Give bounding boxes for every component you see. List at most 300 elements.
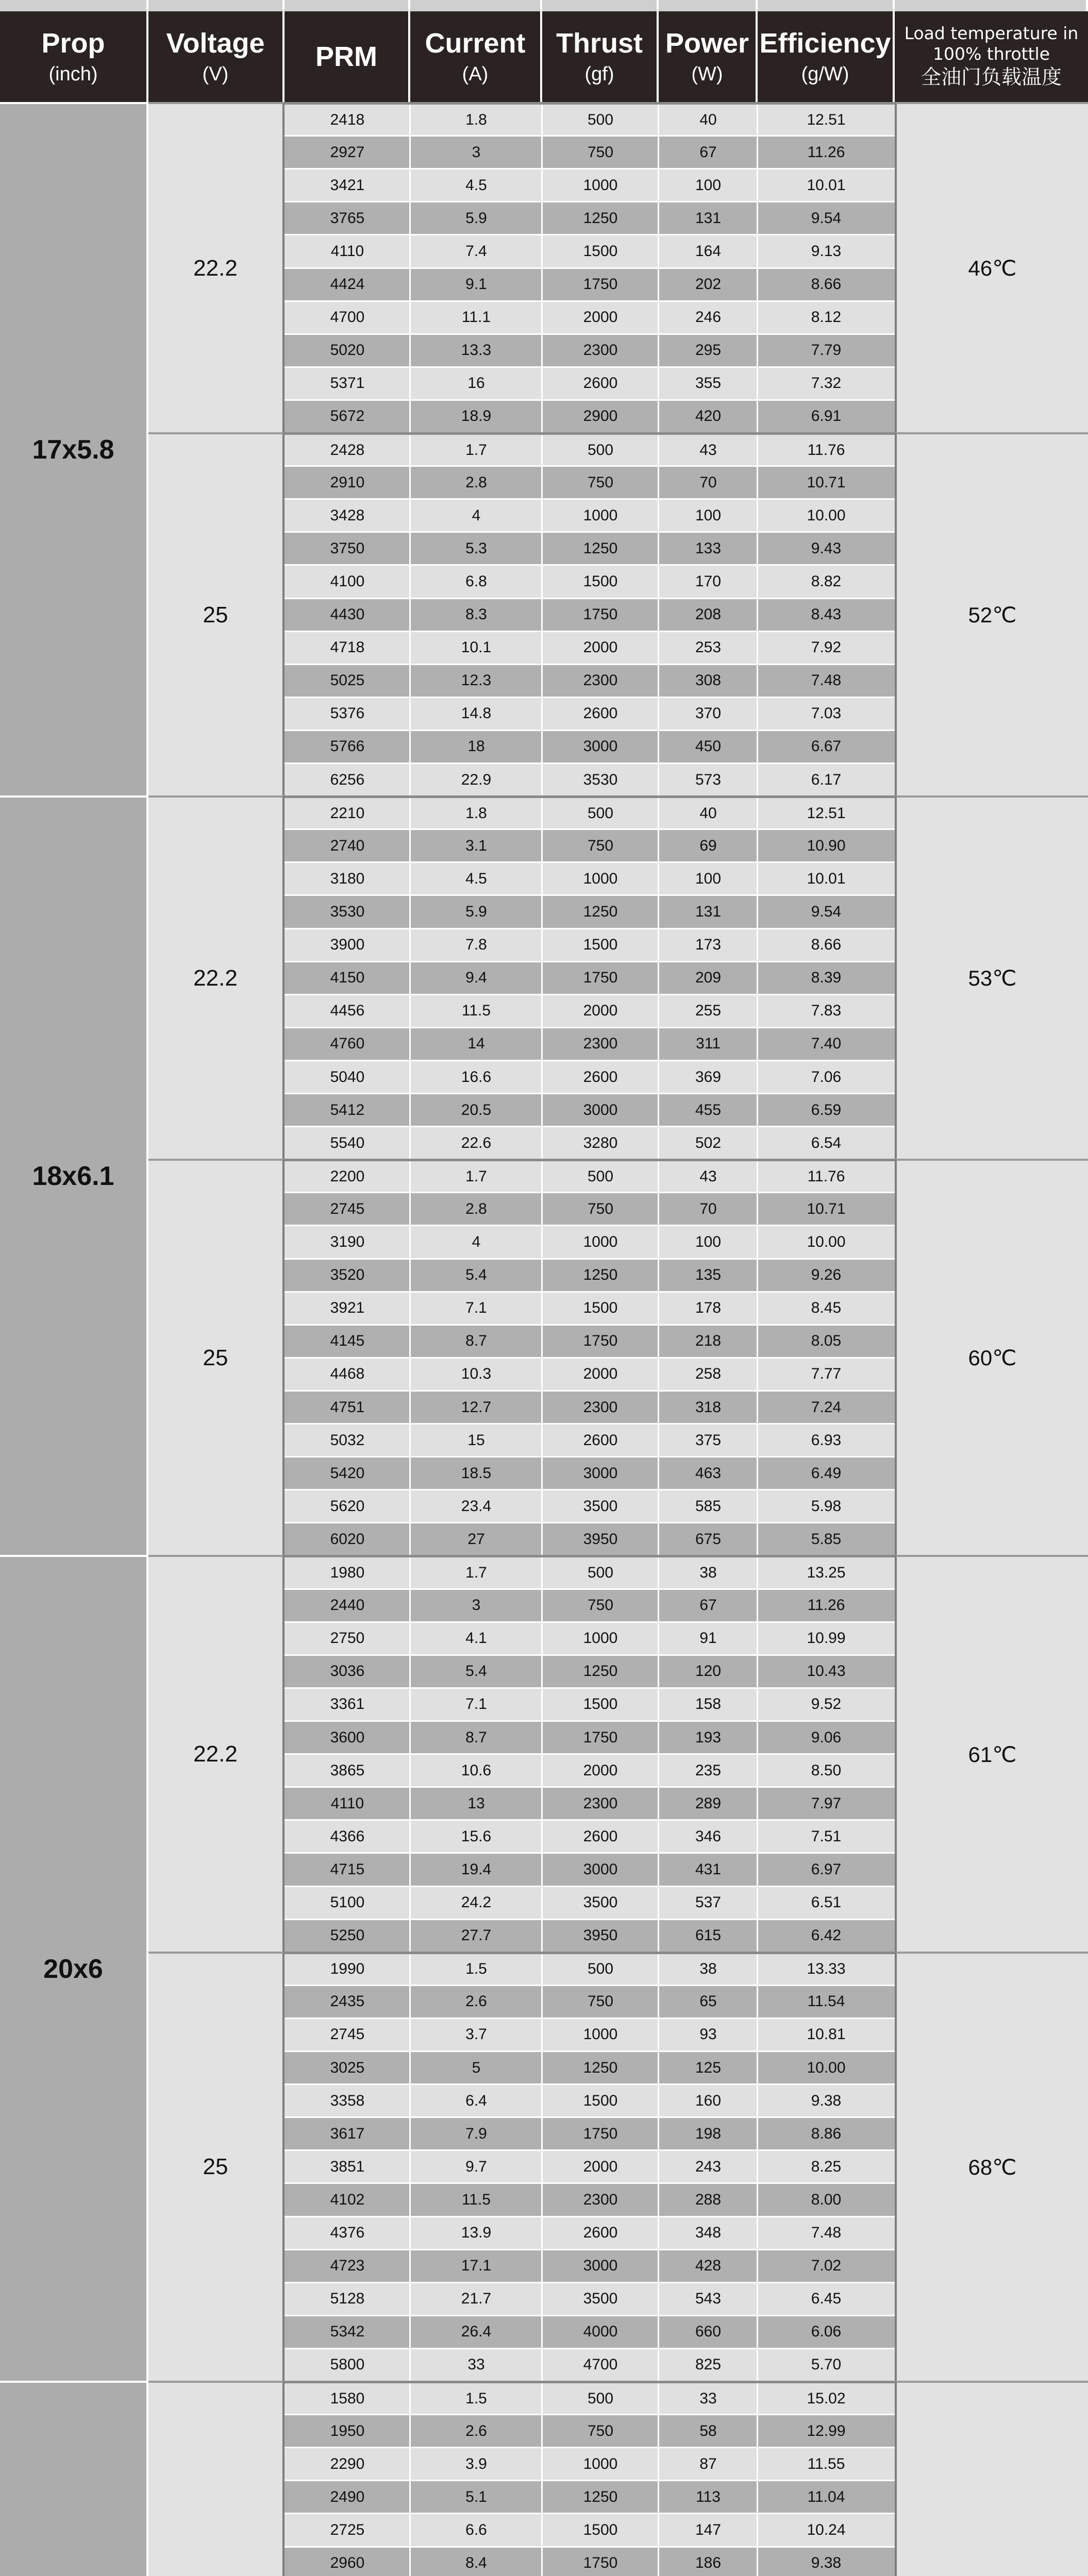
thrust-cell: 4000: [583, 2323, 618, 2341]
efficiency-cell: 7.83: [811, 1002, 842, 1020]
efficiency-cell: 10.01: [807, 176, 846, 194]
temperature-cell: 68℃: [895, 1952, 1088, 2381]
rpm-cell: 6020: [330, 1530, 365, 1548]
table-row: [284, 1258, 895, 1291]
power-cell: 38: [699, 1564, 717, 1582]
thrust-cell: 1250: [583, 539, 618, 557]
power-cell: 100: [695, 870, 722, 887]
header-title: PRM: [315, 41, 377, 72]
rpm-cell: 2740: [330, 837, 365, 854]
table-row: [284, 2182, 895, 2215]
current-cell: 2.6: [465, 1993, 487, 2010]
power-cell: 308: [695, 672, 722, 689]
table-row: [284, 598, 895, 631]
efficiency-cell: 5.85: [811, 1530, 842, 1548]
table-row: [284, 2447, 895, 2480]
efficiency-cell: 10.24: [807, 2521, 846, 2538]
table-row: [284, 1357, 895, 1390]
efficiency-cell: 7.48: [811, 2224, 842, 2242]
table-row: [284, 2050, 895, 2083]
voltage-cell: 25: [148, 432, 284, 795]
rpm-cell: 5376: [330, 705, 365, 722]
table-row: [284, 102, 895, 135]
thrust-cell: 1000: [583, 506, 618, 524]
current-cell: 7.1: [465, 1696, 487, 1713]
power-cell: 370: [695, 705, 722, 722]
power-cell: 675: [695, 1530, 722, 1548]
temperature-cell: 61℃: [895, 1555, 1088, 1951]
table-row: [284, 2315, 895, 2348]
thrust-cell: 3000: [583, 2257, 618, 2275]
efficiency-cell: 13.25: [807, 1564, 846, 1582]
current-cell: 21.7: [461, 2290, 492, 2308]
efficiency-cell: 7.92: [811, 639, 842, 656]
rpm-cell: 5620: [330, 1497, 365, 1515]
efficiency-cell: 6.49: [811, 1464, 842, 1482]
power-cell: 164: [695, 242, 722, 260]
efficiency-cell: 7.77: [811, 1365, 842, 1383]
current-cell: 5.4: [465, 1266, 487, 1284]
current-cell: 2.8: [465, 1200, 487, 1217]
power-cell: 67: [699, 1597, 717, 1614]
current-cell: 13.3: [461, 342, 492, 359]
thrust-cell: 2600: [583, 1827, 618, 1845]
prop-cell: 18x6.1: [0, 795, 148, 1555]
thrust-cell: 1750: [583, 276, 618, 293]
prop-cell: 17x5.8: [0, 102, 148, 795]
table-row: [284, 168, 895, 201]
efficiency-cell: 11.04: [807, 2488, 845, 2505]
current-cell: 6.6: [465, 2521, 487, 2538]
current-cell: 12.7: [461, 1398, 492, 1416]
current-cell: 8.3: [465, 606, 487, 623]
table-row: [284, 1192, 895, 1225]
table-row: [284, 135, 895, 168]
efficiency-cell: 6.93: [811, 1431, 842, 1449]
table-row: [284, 1753, 895, 1786]
current-cell: 12.3: [461, 672, 492, 689]
header-voltage: [148, 11, 284, 102]
thrust-cell: 750: [587, 473, 614, 491]
power-cell: 69: [699, 837, 717, 854]
header-efficiency: [758, 11, 895, 102]
header-power: [659, 11, 758, 102]
rpm-cell: 4110: [330, 1794, 364, 1812]
current-cell: 4.5: [465, 176, 487, 194]
rpm-cell: 2290: [330, 2455, 365, 2472]
rpm-cell: 4718: [330, 639, 365, 656]
table-row: [284, 1489, 895, 1522]
table-row: [284, 2083, 895, 2116]
current-cell: 9.4: [465, 969, 487, 987]
power-cell: 355: [695, 375, 722, 392]
efficiency-cell: 11.55: [807, 2455, 845, 2472]
thrust-cell: 2000: [583, 639, 618, 656]
current-cell: 9.1: [465, 276, 487, 293]
thrust-cell: 2300: [583, 672, 618, 689]
current-cell: 3: [472, 143, 481, 161]
rpm-cell: 4100: [330, 572, 365, 590]
power-cell: 455: [695, 1101, 722, 1118]
efficiency-cell: 6.91: [811, 408, 842, 425]
table-row: [284, 2249, 895, 2282]
rpm-cell: 2745: [330, 1200, 365, 1217]
efficiency-cell: 10.00: [807, 1233, 846, 1251]
table-row: [284, 1621, 895, 1654]
table-row: [284, 1324, 895, 1357]
efficiency-cell: 15.02: [807, 2389, 846, 2407]
power-cell: 463: [695, 1464, 722, 1482]
power-cell: 660: [695, 2323, 722, 2341]
rpm-cell: 3358: [330, 2092, 365, 2109]
current-cell: 7.1: [465, 1299, 487, 1317]
thrust-cell: 1750: [583, 1728, 618, 1746]
thrust-cell: 2600: [583, 375, 618, 392]
efficiency-cell: 10.71: [807, 473, 846, 491]
power-cell: 178: [695, 1299, 722, 1317]
header-unit: (A): [462, 63, 489, 85]
current-cell: 13: [467, 1794, 485, 1812]
header-title: Thrust: [556, 28, 643, 59]
temperature-cell: 53℃: [895, 795, 1088, 1159]
rpm-cell: 3025: [330, 2059, 365, 2076]
header-unit: (gf): [584, 63, 614, 85]
header-unit: (g/W): [801, 63, 849, 85]
power-cell: 33: [699, 2389, 717, 2407]
table-row: [284, 1919, 895, 1952]
power-cell: 160: [695, 2092, 722, 2109]
voltage-cell: 22.2: [148, 102, 284, 432]
table-row: [284, 828, 895, 861]
power-cell: 198: [695, 2125, 722, 2142]
rpm-cell: 1580: [330, 2389, 365, 2407]
table-row: [284, 531, 895, 564]
temperature-cell: [895, 2381, 1088, 2576]
efficiency-cell: 8.50: [811, 1761, 842, 1779]
rpm-cell: 3900: [330, 936, 365, 954]
power-cell: 615: [695, 1927, 722, 1944]
header-title: Current: [425, 28, 526, 59]
thrust-cell: 500: [587, 1564, 614, 1582]
table-row: [284, 201, 895, 234]
thrust-cell: 1750: [583, 606, 618, 623]
power-cell: 67: [699, 143, 717, 161]
thrust-cell: 3000: [583, 1101, 618, 1118]
thrust-cell: 1500: [583, 1696, 618, 1713]
thrust-cell: 1250: [583, 2059, 618, 2076]
efficiency-cell: 9.13: [811, 242, 842, 260]
thrust-cell: 750: [587, 1597, 614, 1614]
thrust-cell: 1250: [583, 903, 618, 920]
efficiency-cell: 7.02: [811, 2257, 842, 2275]
thrust-cell: 2000: [583, 2158, 618, 2175]
rpm-cell: 3190: [330, 1233, 365, 1251]
thrust-cell: 1750: [583, 1332, 618, 1350]
table-row: [284, 697, 895, 730]
table-row: [284, 664, 895, 697]
table-row: [284, 465, 895, 498]
thrust-cell: 750: [587, 1993, 614, 2010]
efficiency-cell: 9.54: [811, 903, 842, 920]
thrust-cell: 750: [587, 2422, 614, 2439]
power-cell: 131: [695, 903, 722, 920]
current-cell: 4.1: [465, 1630, 487, 1647]
efficiency-cell: 8.00: [811, 2191, 842, 2208]
efficiency-cell: 6.45: [811, 2290, 842, 2308]
rpm-cell: 3520: [330, 1266, 365, 1284]
table-row: [284, 2018, 895, 2050]
power-cell: 502: [695, 1134, 722, 1151]
thrust-cell: 2600: [583, 1431, 618, 1449]
rpm-cell: 3361: [330, 1696, 365, 1713]
table-row: [284, 1027, 895, 1060]
thrust-cell: 2300: [583, 1398, 618, 1416]
table-row: [284, 1126, 895, 1159]
temp-header-line2: 100% throttle: [932, 44, 1050, 64]
table-row: [284, 1687, 895, 1720]
power-cell: 825: [695, 2356, 722, 2374]
table-row: [284, 366, 895, 399]
efficiency-cell: 6.42: [811, 1927, 842, 1944]
current-cell: 7.9: [465, 2125, 487, 2142]
thrust-cell: 3500: [583, 1894, 618, 1911]
thrust-cell: 2300: [583, 1035, 618, 1053]
temp-header-line3: 全油门负载温度: [920, 66, 1062, 89]
top-strip-seg: [758, 0, 895, 11]
current-cell: 10.6: [461, 1761, 492, 1779]
rpm-cell: 4715: [330, 1860, 365, 1878]
table-row: [284, 1456, 895, 1489]
rpm-cell: 5100: [330, 1894, 365, 1911]
thrust-cell: 2300: [583, 1794, 618, 1812]
current-cell: 10.1: [461, 639, 492, 656]
power-cell: 135: [695, 1266, 722, 1284]
table-row: [284, 1852, 895, 1885]
rpm-cell: 2910: [330, 473, 365, 491]
thrust-cell: 500: [587, 804, 614, 822]
thrust-cell: 500: [587, 111, 614, 128]
efficiency-cell: 7.48: [811, 672, 842, 689]
header-load-temperature: [895, 11, 1088, 102]
table-row: [284, 1390, 895, 1423]
thrust-cell: 3500: [583, 2290, 618, 2308]
thrust-cell: 500: [587, 441, 614, 459]
power-cell: 40: [699, 804, 717, 822]
thrust-cell: 2300: [583, 2191, 618, 2208]
power-cell: 289: [695, 1794, 722, 1812]
rpm-cell: 2490: [330, 2488, 365, 2505]
current-cell: 1.5: [465, 1960, 487, 1978]
table-row: [284, 2348, 895, 2381]
efficiency-cell: 6.67: [811, 738, 842, 755]
thrust-cell: 3950: [583, 1530, 618, 1548]
current-cell: 2.6: [465, 2422, 487, 2439]
table-row: [284, 1819, 895, 1852]
table-row: [284, 1786, 895, 1819]
table-row: [284, 2513, 895, 2546]
top-strip-seg: [284, 0, 410, 11]
efficiency-cell: 10.81: [807, 2026, 846, 2043]
power-cell: 585: [695, 1497, 722, 1515]
table-row: [284, 994, 895, 1027]
current-cell: 27.7: [461, 1927, 492, 1944]
rpm-cell: 2927: [330, 143, 365, 161]
rpm-cell: 5342: [330, 2323, 365, 2341]
power-cell: 38: [699, 1960, 717, 1978]
rpm-cell: 3851: [330, 2158, 365, 2175]
current-cell: 26.4: [461, 2323, 492, 2341]
power-cell: 431: [695, 1860, 722, 1878]
current-cell: 1.8: [465, 804, 487, 822]
efficiency-cell: 9.06: [811, 1728, 842, 1746]
table-row: [284, 1588, 895, 1621]
table-row: [284, 498, 895, 531]
table-row: [284, 2216, 895, 2249]
rpm-cell: 4723: [330, 2257, 365, 2275]
rpm-cell: 3036: [330, 1663, 365, 1680]
thrust-cell: 1500: [583, 2092, 618, 2109]
efficiency-cell: 7.97: [811, 1794, 842, 1812]
current-cell: 27: [467, 1530, 485, 1548]
power-cell: 125: [695, 2059, 722, 2076]
power-cell: 186: [695, 2554, 722, 2572]
rpm-cell: 2745: [330, 2026, 365, 2043]
current-cell: 1.5: [465, 2389, 487, 2407]
rpm-cell: 3421: [330, 176, 365, 194]
power-cell: 369: [695, 1068, 722, 1086]
rpm-cell: 3921: [330, 1299, 365, 1317]
efficiency-cell: 6.59: [811, 1101, 842, 1118]
thrust-cell: 3500: [583, 1497, 618, 1515]
power-cell: 311: [696, 1035, 721, 1053]
power-cell: 243: [695, 2158, 722, 2175]
rpm-cell: 4366: [330, 1827, 365, 1845]
thrust-cell: 2600: [583, 2224, 618, 2242]
table-row: [284, 1423, 895, 1456]
temperature-cell: 60℃: [895, 1159, 1088, 1555]
rpm-cell: 5040: [330, 1068, 365, 1086]
current-cell: 3.9: [465, 2455, 487, 2472]
rpm-cell: 3600: [330, 1728, 365, 1746]
power-cell: 158: [695, 1696, 722, 1713]
rpm-cell: 3865: [330, 1761, 365, 1779]
power-cell: 113: [696, 2488, 721, 2505]
efficiency-cell: 7.79: [811, 342, 842, 359]
table-row: [284, 961, 895, 994]
efficiency-cell: 5.70: [811, 2356, 842, 2374]
power-cell: 428: [695, 2257, 722, 2275]
rpm-cell: 4424: [330, 276, 365, 293]
rpm-cell: 4468: [330, 1365, 365, 1383]
rpm-cell: 5032: [330, 1431, 365, 1449]
rpm-cell: 2428: [330, 441, 365, 459]
current-cell: 14: [467, 1035, 485, 1053]
efficiency-cell: 11.26: [807, 143, 845, 161]
current-cell: 11.5: [461, 2191, 491, 2208]
table-row: [284, 2381, 895, 2414]
thrust-cell: 1250: [583, 209, 618, 227]
table-row: [284, 861, 895, 894]
voltage-cell: 22.2: [148, 1555, 284, 1951]
thrust-cell: 2600: [583, 1068, 618, 1086]
rpm-cell: 4760: [330, 1035, 365, 1053]
thrust-cell: 1500: [583, 572, 618, 590]
power-cell: 450: [695, 738, 722, 755]
table-row: [284, 234, 895, 267]
current-cell: 13.9: [461, 2224, 492, 2242]
rpm-cell: 5128: [330, 2290, 365, 2308]
header-unit: (V): [202, 63, 229, 85]
power-cell: 318: [695, 1398, 722, 1416]
rpm-cell: 5420: [330, 1464, 365, 1482]
efficiency-cell: 6.97: [811, 1860, 842, 1878]
voltage-cell: 22.2: [148, 795, 284, 1159]
efficiency-cell: 7.40: [811, 1035, 842, 1053]
efficiency-cell: 8.66: [811, 936, 842, 954]
thrust-cell: 1250: [583, 1266, 618, 1284]
current-cell: 33: [467, 2356, 485, 2374]
thrust-cell: 1000: [583, 176, 618, 194]
current-cell: 5.9: [465, 209, 487, 227]
thrust-cell: 2000: [583, 1002, 618, 1020]
current-cell: 17.1: [461, 2257, 492, 2275]
current-cell: 3.7: [465, 2026, 487, 2043]
current-cell: 1.7: [465, 1167, 487, 1185]
efficiency-cell: 12.99: [807, 2422, 846, 2439]
top-strip-seg: [659, 0, 758, 11]
prop-cell: 20x6: [0, 1555, 148, 2381]
thrust-cell: 1000: [583, 2026, 618, 2043]
rpm-cell: 3530: [330, 903, 365, 920]
temperature-cell: 46℃: [895, 102, 1088, 432]
current-cell: 18.9: [461, 408, 492, 425]
table-row: [284, 1654, 895, 1687]
efficiency-cell: 11.76: [807, 441, 845, 459]
thrust-cell: 1500: [583, 1299, 618, 1317]
efficiency-cell: 10.71: [807, 1200, 846, 1217]
efficiency-cell: 12.51: [807, 111, 846, 128]
efficiency-cell: 7.06: [811, 1068, 842, 1086]
power-cell: 209: [695, 969, 722, 987]
rpm-cell: 1950: [330, 2422, 365, 2439]
power-cell: 255: [695, 1002, 722, 1020]
efficiency-cell: 9.52: [811, 1696, 842, 1713]
current-cell: 9.7: [465, 2158, 487, 2175]
header-title: Efficiency: [759, 28, 891, 59]
power-cell: 170: [695, 572, 722, 590]
efficiency-cell: 11.76: [807, 1167, 845, 1185]
current-cell: 8.4: [465, 2554, 487, 2572]
thrust-cell: 3000: [583, 738, 618, 755]
efficiency-cell: 9.38: [811, 2092, 842, 2109]
thrust-cell: 1750: [583, 2554, 618, 2572]
efficiency-cell: 6.17: [811, 771, 842, 788]
efficiency-cell: 5.98: [811, 1497, 842, 1515]
current-cell: 22.9: [461, 771, 492, 788]
current-cell: 18.5: [461, 1464, 492, 1482]
rpm-cell: 5020: [330, 342, 365, 359]
power-cell: 58: [699, 2422, 717, 2439]
efficiency-cell: 13.33: [807, 1960, 846, 1978]
power-cell: 131: [695, 209, 722, 227]
power-cell: 537: [695, 1894, 722, 1911]
top-strip: [0, 0, 1088, 11]
header-prm: [284, 11, 410, 102]
thrust-cell: 2900: [583, 408, 618, 425]
table-row: [284, 928, 895, 961]
power-cell: 202: [695, 276, 722, 293]
current-cell: 11.5: [461, 1002, 491, 1020]
